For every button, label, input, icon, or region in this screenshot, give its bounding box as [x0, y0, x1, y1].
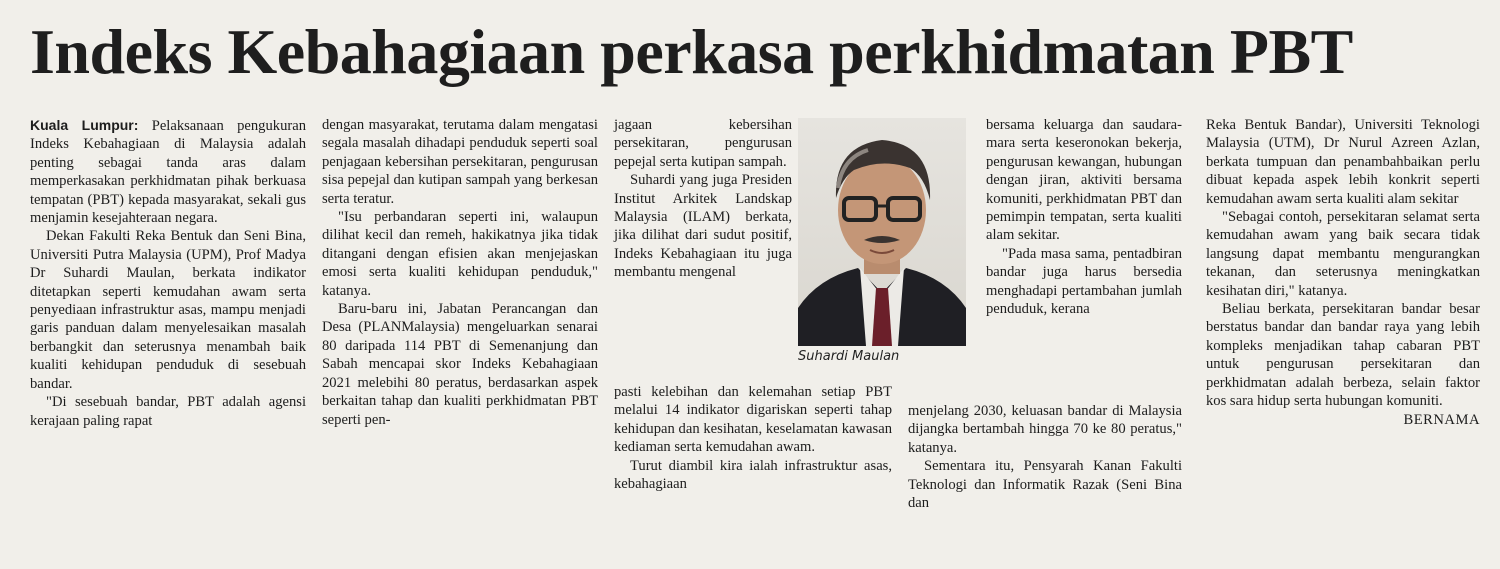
- article-column-3-bottom: [614, 383, 892, 493]
- paragraph: menjelang 2030, keluasan bandar di Malaysia dijangka bertambah hingga 70 ke 80 peratus," katanya.: [908, 403, 1182, 456]
- paragraph: "Pada masa sama, pentadbiran bandar juga harus bersedia menghadapi pertambahan jumlah penduduk, kerana: [986, 245, 1182, 318]
- headline: Indeks Kebahagiaan perkasa perkhidmatan PBT: [30, 16, 1353, 87]
- paragraph: pasti kelebihan dan kelemahan setiap PBT melalui 14 indikator digariskan seperti tahap kehidupan dan kesihatan, keselamatan kawasan kediaman serta kemudahan awam.: [614, 384, 892, 456]
- paragraph: "Isu perbandaran seperti ini, walaupun dilihat kecil dan remeh, hakikatnya jika tidak ditangani dengan efisien akan menjejaskan emosi serta kualiti kehidupan penduduk," katanya.: [322, 209, 598, 299]
- paragraph: Baru-baru ini, Jabatan Perancangan dan Desa (PLANMalaysia) mengeluarkan senarai 80 daripada 114 PBT di Semenanjung dan Sabah mencapai skor Indeks Kebahagiaan 2021 melebihi 80 peratus, berdasarkan aspek berkaitan tahap dan kualiti perkhidmatan PBT seperti pen-: [322, 301, 598, 428]
- dateline: Kuala Lumpur:: [30, 117, 139, 133]
- paragraph: bersama keluarga dan saudara-mara serta keseronokan bekerja, pengurusan kewangan, hubungan dengan jiran, aktiviti bersama komuniti, perkhidmatan PBT dan pemimpin tempatan, serta kualiti alam sekitar.: [986, 117, 1182, 244]
- article-column-4-top: [986, 116, 1182, 318]
- paragraph-text: Pelaksanaan pengukuran Indeks Kebahagiaan di Malaysia adalah penting sebagai tanda aras dalam memperkasakan perkhidmatan pihak berkuasa tempatan (PBT) kepada masyarakat, sekali gus menjamin kesejahteraan negara.: [30, 118, 307, 227]
- article-column-5: [1206, 116, 1480, 429]
- paragraph: Reka Bentuk Bandar), Universiti Teknologi Malaysia (UTM), Dr Nurul Azreen Azlan, berkata tumpuan dan penambahbaikan perlu dibuat kepada aspek lebih konkrit seperti kemudahan awam serta kualiti alam sekitar: [1206, 117, 1480, 207]
- article-column-3-top: [614, 116, 792, 282]
- portrait-photo-icon: [798, 118, 966, 346]
- article-column-1: [30, 116, 306, 430]
- paragraph: Sementara itu, Pensyarah Kanan Fakulti Teknologi dan Informatik Razak (Seni Bina dan: [908, 458, 1182, 512]
- paragraph: "Di sesebuah bandar, PBT adalah agensi kerajaan paling rapat: [30, 394, 306, 429]
- paragraph: dengan masyarakat, terutama dalam mengatasi segala masalah dihadapi penduduk seperti soal penjagaan kebersihan persekitaran, pengurusan sisa pepejal dan kutipan sampah yang berkesan serta teratur.: [322, 117, 598, 207]
- paragraph: [30, 116, 306, 227]
- paragraph: jagaan kebersihan persekitaran, pengurusan pepejal serta kutipan sampah.: [614, 117, 792, 170]
- paragraph: Suhardi yang juga Presiden Institut Arkitek Landskap Malaysia (ILAM) berkata, jika dilihat dari sudut positif, Indeks Kebahagiaan itu juga membantu mengenal: [614, 172, 792, 281]
- paragraph: Turut diambil kira ialah infrastruktur asas, kebahagiaan: [614, 457, 892, 493]
- photo-caption: Suhardi Maulan: [798, 349, 900, 364]
- byline: BERNAMA: [1403, 411, 1480, 428]
- article-column-2: [322, 116, 598, 429]
- paragraph: Beliau berkata, persekitaran bandar besar berstatus bandar dan bandar raya yang lebih kompleks menjadikan tahap cabaran PBT untuk pengurusan persekitaran dan perkhidmatan adalah berbeza, selain faktor kos sara hidup serta hubungan komuniti.: [1206, 301, 1480, 410]
- portrait-photo: [798, 118, 966, 346]
- paragraph: "Sebagai contoh, persekitaran selamat serta kemudahan awam yang baik secara tidak langsung dapat membantu mengurangkan tekanan, dan seterusnya meningkatkan kesihatan diri," katanya.: [1206, 209, 1480, 299]
- article-column-4-bottom: [908, 402, 1182, 512]
- paragraph: Dekan Fakulti Reka Bentuk dan Seni Bina, Universiti Putra Malaysia (UPM), Prof Madya Dr Suhardi Maulan, berkata indikator ditetapkan seperti kemudahan awam serta penyediaan infrastruktur asas, mampu menjadi garis panduan dalam menyelesaikan masalah berbangkit dan seterusnya menambah baik kualiti kehidupan penduduk di sesebuah bandar.: [30, 228, 306, 392]
